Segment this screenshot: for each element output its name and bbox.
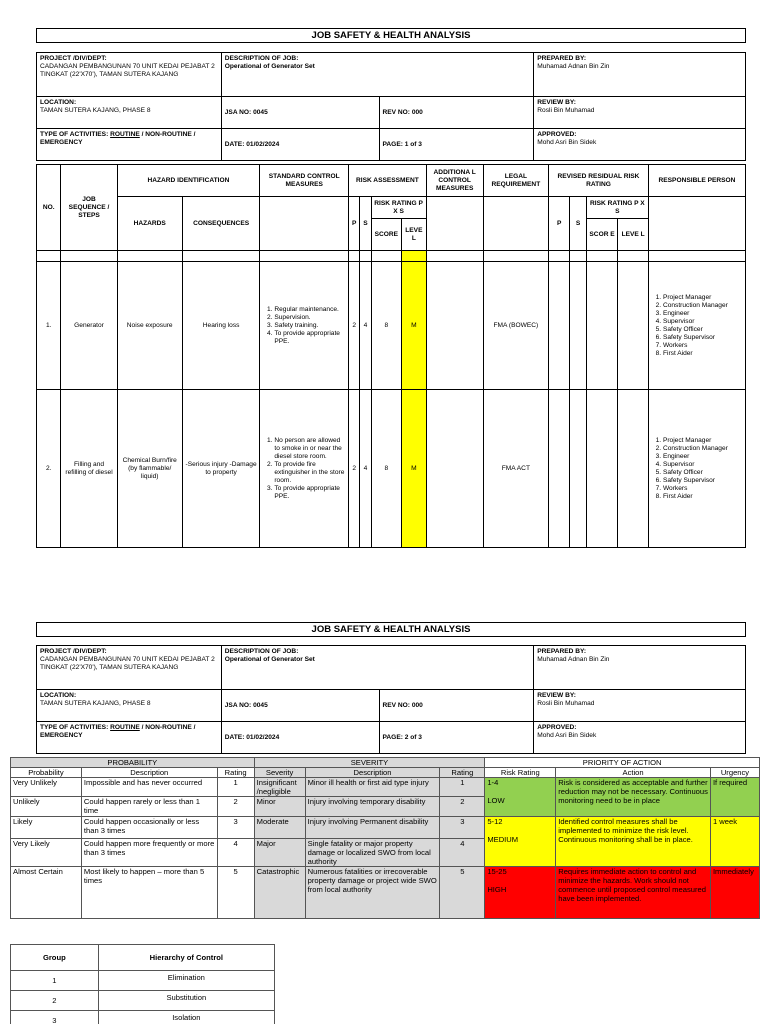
header-probability: Probability (11, 768, 82, 778)
approved-cell (534, 722, 746, 754)
header-risk-rating: Risk Rating (485, 768, 556, 778)
description-cell (221, 646, 534, 690)
probability-rating: 4 (217, 839, 254, 867)
description-label: DESCRIPTION OF JOB: (224, 55, 299, 62)
row-consequence: -Serious injury -Damage to property (182, 390, 260, 548)
col-risk-assessment: RISK ASSESSMENT (349, 165, 427, 197)
approved-label: APPROVED: (537, 131, 577, 138)
prepared-cell (534, 53, 746, 97)
row-controls (260, 262, 349, 390)
col-no: NO. (37, 165, 61, 251)
col-risk-rating: RISK RATING P X S (371, 197, 426, 219)
control-item: 3. To provide appropriate PPE. (274, 485, 346, 501)
person-item: 6. Safety Supervisor (663, 334, 743, 342)
priority-range: 15-25 (487, 867, 507, 876)
activities-routine: ROUTINE (110, 131, 140, 138)
person-item: 4. Supervisor (663, 318, 743, 326)
severity-desc: Injury involving temporary disability (305, 797, 440, 817)
row-s: 4 (360, 262, 371, 390)
location-cell (37, 690, 222, 722)
col-s: S (360, 197, 371, 251)
header-rating: Rating (440, 768, 485, 778)
table-row (37, 390, 746, 548)
header-description: Description (81, 768, 217, 778)
probability-rating: 3 (217, 817, 254, 839)
row-level: M (402, 390, 426, 548)
activities-cell (37, 722, 222, 754)
col-standard-empty (260, 197, 349, 251)
control-item: 1. No person are allowed to smoke in or near the diesel store room. (274, 437, 346, 461)
person-item: 5. Safety Officer (663, 326, 743, 334)
severity-label: Major (254, 839, 305, 867)
severity-label: Insignificant /negligible (254, 778, 305, 797)
location-label: LOCATION: (40, 99, 77, 106)
severity-label: Minor (254, 797, 305, 817)
approved-cell (534, 129, 746, 161)
row-additional (426, 262, 483, 390)
person-item: 3. Engineer (663, 453, 743, 461)
severity-rating: 5 (440, 867, 485, 919)
severity-rating: 2 (440, 797, 485, 817)
row-score: 8 (371, 262, 402, 390)
control-item: 1. Regular maintenance. (274, 306, 346, 314)
review-value: Rosli Bin Muhamad (537, 700, 595, 707)
probability-rating: 2 (217, 797, 254, 817)
col-revised-residual: REVISED RESIDUAL RISK RATING (549, 165, 649, 197)
description-value: Operational of Generator Set (224, 63, 315, 70)
person-item: 8. First Aider (663, 350, 743, 358)
probability-label: Very Unlikely (11, 778, 82, 797)
page1-title: JOB SAFETY & HEALTH ANALYSIS (36, 28, 746, 43)
row-additional (426, 390, 483, 548)
probability-title: PROBABILITY (11, 758, 255, 768)
probability-label: Likely (11, 817, 82, 839)
project-cell (37, 53, 222, 97)
person-item: 1. Project Manager (663, 294, 743, 302)
priority-label: HIGH (487, 885, 507, 894)
col-hazards: HAZARDS (117, 197, 182, 251)
severity-desc: Injury involving Permanent disability (305, 817, 440, 839)
col-job-sequence: JOB SEQUENCE / STEPS (61, 165, 117, 251)
person-item: 3. Engineer (663, 310, 743, 318)
date: DATE: 01/02/2024 (221, 129, 379, 161)
header-group: Group (11, 945, 99, 971)
activities-routine: ROUTINE (110, 724, 140, 731)
col-p: P (349, 197, 360, 251)
col-level: LEVE L (402, 219, 426, 251)
header-hierarchy: Hierarchy of Control (98, 945, 274, 971)
project-value: CADANGAN PEMBANGUNAN 70 UNIT KEDAI PEJABAT 2 TINGKAT (22'X70'), TAMAN SUTERA KAJANG (40, 656, 215, 671)
person-item: 6. Safety Supervisor (663, 477, 743, 485)
priority-low-range (485, 778, 556, 817)
control-item: 3. Safety training. (274, 322, 346, 330)
control-name: Isolation (98, 1011, 274, 1024)
severity-rating: 4 (440, 839, 485, 867)
activities-rest: / NON-ROUTINE / EMERGENCY (40, 724, 196, 739)
row-step: Generator (61, 262, 117, 390)
control-name: Substitution (98, 991, 274, 1011)
probability-label: Almost Certain (11, 867, 82, 919)
priority-high-range (485, 867, 556, 919)
description-label: DESCRIPTION OF JOB: (224, 648, 299, 655)
approved-value: Mohd Asri Bin Sidek (537, 732, 597, 739)
description-value: Operational of Generator Set (224, 656, 315, 663)
person-item: 2. Construction Manager (663, 445, 743, 453)
page-number: PAGE: 2 of 3 (379, 722, 534, 754)
priority-high-action: Requires immediate action to control and minimize the hazards. Work should not commence until proposed control measured have been implemented. (556, 867, 711, 919)
header-action: Action (556, 768, 711, 778)
group-number: 3 (11, 1011, 99, 1024)
severity-label: Catastrophic (254, 867, 305, 919)
control-item: 2. Supervision. (274, 314, 346, 322)
priority-high-urgency: Immediately (710, 867, 759, 919)
date: DATE: 01/02/2024 (221, 722, 379, 754)
person-item: 2. Construction Manager (663, 302, 743, 310)
col-r-rating: RISK RATING P X S (586, 197, 648, 219)
severity-desc: Numerous fatalities or irrecoverable property damage or project wide SWO from local authority (305, 867, 440, 919)
priority-range: 5-12 (487, 817, 503, 826)
jsa-main-table (36, 164, 746, 548)
row-persons (648, 262, 745, 390)
activities-cell (37, 129, 222, 161)
person-item: 4. Supervisor (663, 461, 743, 469)
page2-title: JOB SAFETY & HEALTH ANALYSIS (36, 622, 746, 637)
location-value: TAMAN SUTERA KAJANG, PHASE 8 (40, 700, 151, 707)
project-value: CADANGAN PEMBANGUNAN 70 UNIT KEDAI PEJABAT 2 TINGKAT (22'X70'), TAMAN SUTERA KAJANG (40, 63, 215, 78)
row-p: 2 (349, 262, 360, 390)
col-rp: P (549, 197, 570, 251)
probability-desc: Most likely to happen – more than 5 times (81, 867, 217, 919)
page-number: PAGE: 1 of 3 (379, 129, 534, 161)
probability-rating: 1 (217, 778, 254, 797)
header-rating: Rating (217, 768, 254, 778)
probability-desc: Could happen more frequently or more than 3 times (81, 839, 217, 867)
page2-header-table (36, 645, 746, 754)
person-item: 7. Workers (663, 485, 743, 493)
row-hazard: Noise exposure (117, 262, 182, 390)
location-label: LOCATION: (40, 692, 77, 699)
severity-label: Moderate (254, 817, 305, 839)
header-severity: Severity (254, 768, 305, 778)
page1-header-table (36, 52, 746, 161)
probability-rating: 5 (217, 867, 254, 919)
description-cell (221, 53, 534, 97)
activities-rest: / NON-ROUTINE / EMERGENCY (40, 131, 196, 146)
col-rs: S (570, 197, 586, 251)
col-additional-control: ADDITIONA L CONTROL MEASURES (426, 165, 483, 197)
row-no: 2. (37, 390, 61, 548)
col-standard-control: STANDARD CONTROL MEASURES (260, 165, 349, 197)
priority-title: PRIORITY OF ACTION (485, 758, 760, 768)
probability-label: Unlikely (11, 797, 82, 817)
priority-low-urgency: If required (710, 778, 759, 817)
hierarchy-table (10, 944, 275, 1024)
probability-label: Very Likely (11, 839, 82, 867)
header-urgency: Urgency (710, 768, 759, 778)
approved-value: Mohd Asri Bin Sidek (537, 139, 597, 146)
person-item: 5. Safety Officer (663, 469, 743, 477)
row-level: M (402, 262, 426, 390)
priority-range: 1-4 (487, 778, 499, 787)
review-cell (534, 97, 746, 129)
project-cell (37, 646, 222, 690)
severity-rating: 1 (440, 778, 485, 797)
prepared-value: Muhamad Adnan Bin Zin (537, 656, 610, 663)
control-name: Elimination (98, 971, 274, 991)
col-score: SCORE (371, 219, 402, 251)
prepared-value: Muhamad Adnan Bin Zin (537, 63, 610, 70)
probability-desc: Could happen rarely or less than 1 time (81, 797, 217, 817)
col-legal-requirement: LEGAL REQUIREMENT (483, 165, 548, 197)
row-hazard: Chemical Burn/fire (by flammable/ liquid) (117, 390, 182, 548)
col-r-score: SCOR E (586, 219, 618, 251)
row-no: 1. (37, 262, 61, 390)
col-responsible-empty (648, 197, 745, 251)
review-cell (534, 690, 746, 722)
control-item: 4. To provide appropriate PPE. (274, 330, 346, 346)
priority-medium-range (485, 817, 556, 867)
location-value: TAMAN SUTERA KAJANG, PHASE 8 (40, 107, 151, 114)
row-s: 4 (360, 390, 371, 548)
project-label: PROJECT /DIV/DEPT: (40, 55, 107, 62)
col-additional-empty (426, 197, 483, 251)
activities-label: TYPE OF ACTIVITIES: (40, 131, 111, 138)
person-item: 8. First Aider (663, 493, 743, 501)
person-item: 7. Workers (663, 342, 743, 350)
priority-medium-urgency: 1 week (710, 817, 759, 867)
group-number: 2 (11, 991, 99, 1011)
prepared-label: PREPARED BY: (537, 648, 587, 655)
prepared-label: PREPARED BY: (537, 55, 587, 62)
col-legal-empty (483, 197, 548, 251)
severity-desc: Minor ill health or first aid type injury (305, 778, 440, 797)
rev-no: REV NO: 000 (379, 690, 534, 722)
risk-matrix-table (10, 757, 760, 919)
activities-label: TYPE OF ACTIVITIES: (40, 724, 111, 731)
header-description: Description (305, 768, 440, 778)
probability-desc: Could happen occasionally or less than 3 times (81, 817, 217, 839)
row-persons (648, 390, 745, 548)
row-score: 8 (371, 390, 402, 548)
review-label: REVIEW BY: (537, 692, 576, 699)
probability-desc: Impossible and has never occurred (81, 778, 217, 797)
project-label: PROJECT /DIV/DEPT: (40, 648, 107, 655)
rev-no: REV NO: 000 (379, 97, 534, 129)
col-hazard-identification: HAZARD IDENTIFICATION (117, 165, 260, 197)
priority-medium-action: Identified control measures shall be implemented to minimize the risk level. Continuous monitoring shall be in place. (556, 817, 711, 867)
jsa-no: JSA NO: 0045 (221, 690, 379, 722)
row-consequence: Hearing loss (182, 262, 260, 390)
col-consequences: CONSEQUENCES (182, 197, 260, 251)
col-r-level: LEVE L (618, 219, 649, 251)
row-legal: FMA (BOWEC) (483, 262, 548, 390)
approved-label: APPROVED: (537, 724, 577, 731)
row-controls (260, 390, 349, 548)
severity-rating: 3 (440, 817, 485, 839)
severity-title: SEVERITY (254, 758, 485, 768)
row-legal: FMA ACT (483, 390, 548, 548)
severity-desc: Single fatality or major property damage or localized SWO from local authority (305, 839, 440, 867)
prepared-cell (534, 646, 746, 690)
review-label: REVIEW BY: (537, 99, 576, 106)
location-cell (37, 97, 222, 129)
row-p: 2 (349, 390, 360, 548)
review-value: Rosli Bin Muhamad (537, 107, 595, 114)
row-step: Filling and refilling of diesel (61, 390, 117, 548)
priority-label: LOW (487, 796, 505, 805)
group-number: 1 (11, 971, 99, 991)
jsa-no: JSA NO: 0045 (221, 97, 379, 129)
priority-low-action: Risk is considered as acceptable and further reduction may not be necessary. Continuous monitoring need to be in place (556, 778, 711, 817)
priority-label: MEDIUM (487, 835, 519, 844)
col-responsible: RESPONSIBLE PERSON (648, 165, 745, 197)
table-row (37, 262, 746, 390)
spacer-row (37, 251, 746, 262)
control-item: 2. To provide fire extinguisher in the store room. (274, 461, 346, 485)
person-item: 1. Project Manager (663, 437, 743, 445)
